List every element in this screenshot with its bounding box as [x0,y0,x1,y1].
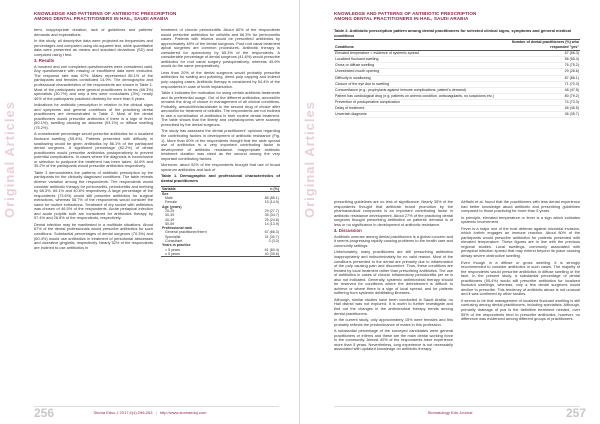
table-cell: Closure of the eye due to swelling [334,81,506,87]
table2-container [334,28,580,118]
table-row [334,112,580,118]
running-head-left [34,11,176,22]
right-page [300,0,600,424]
table-cell: Elevated temperature > evidence of systemic spread [334,51,506,57]
table-cell: 29 (28.6) [506,69,580,75]
paragraph: Unfortunately, many practitioners are still prescribing antibiotics inappropriately and indiscriminately for no valid reason. Most of the conditions presented to the dental are primarily due to inflammation of the pulp causing pain and discomfort. Thus, these conditions are treated by local treatment rather than prescribing antibiotics. The use of antibiotics in cases of chronic inflammatory periodontitis per se is also not indicated. Generally, systemic antimicrobial therapy should be reserved for conditions where the debridement is difficult to achieve or where there is a sign of local spread, and for patients suffering from systemic debilitating illnesses. [334,249,453,296]
table-cell: 76 (75.2) [506,63,580,69]
footer-separator: | [155,410,157,415]
paragraph: Even though in a diffuse or gross swelling, it is strongly recommended to consider antibiotics in such cases. The majority of the respondents would prescribe antibiotics in diffuse swelling of the face. In the present study, a substantial percentage of dental practitioners (55.4%) would still prescribe antibiotics for localized fluctuant swellings, whereas, only a few dental surgeons would decline to prescribe. This tendency of antibiotic abuse is not unusual and it was confirmed by other studies. [461,259,580,297]
table-cell: ≥ 5 years [161,252,249,257]
table-cell: Prevention of postoperative complication [334,99,506,105]
paragraph: It seems to be that management of localized fluctuant swelling is still confusing among dental practitioners, including specialists. Although, primarily drainage of pus is the definitive treatment needed, over 55% of the respondents tend to prescribe antibiotics, however, no difference was evidenced among different groups of practitioners. [461,297,580,322]
footer-left [0,410,300,415]
table-cell: Consultant [165,239,183,244]
table-cell: 25-29 [165,208,175,213]
table-row [161,252,280,257]
table-cell: < 5 years [165,247,180,252]
paragraph: Fever is a major one of the host defense against microbial invasion, which further engages an immune reaction. About 80% of the participants would prescribe antibiotics for patients presented with elevated temperature. These figures are in line with the previous regional studies. Local swellings, commonly associated with periapical infection spread that may extend beyond its place causing airway severe obstructive swelling. [461,225,580,259]
footer-rule [34,406,279,407]
results-heading: 3. Results [34,58,55,64]
paragraph: Less than 20% of the dental surgeons would probably prescribe antibiotics for scaling and polishing, direct pulp capping and indirect pulp capping cases. Antibiotic therapy is considered by 54.4% of the respondents in case of tooth implantation. [161,69,280,89]
right-column-2 [461,200,580,382]
table-cell: Delay of treatment [334,106,506,112]
table-cell: 86 (85.1) [264,196,279,201]
table-cell: Localized fluctuant swelling [334,57,506,63]
table-cell: 31 (30.7) [264,234,279,239]
table-header: responded "yes" [506,45,580,51]
table-cell: 15 (14.9) [264,200,279,205]
table-header: n (%) [249,186,280,191]
table-cell: 25 (24.8) [264,217,279,222]
table-cell: Female [165,200,177,205]
table-cell: 3 (3.0) [268,239,279,244]
paragraph: Antibiotic overuse among dental practitioners is a global concern and it seems progressing rapidly causing problems to the health care and community settings. [334,233,453,248]
paragraph: Dental infection may be manifested in a multitude situations. About 67% of the dental professionals would prescribe antibiotics for such conditions. Substantial percentages of dental surgeons (70.3%) and (60.4%) would use antibiotics in treatment of periodontal abscesses and ulcerative gingivitis, respectively. Nearly 52% of the respondents are inclined to use antibiotics in [34,221,153,250]
table-cell: 74 (73.3) [506,99,580,105]
running-head-line1: KNOWLEDGE AND PATTERNS OF ANTIBIOTIC PRESCRIPTION [334,11,477,16]
journal-url[interactable]: http://www.stomaeduj.com [159,410,207,415]
table-cell: 80 (79.2) [506,93,580,99]
paragraph: Alrifaihi et al. found that the practitioners with less dental experience had better knowledge about antibiotic and prescribing guidelines compared to those practicing for more than 5 years. [461,200,580,214]
left-column-1 [34,28,153,382]
journal-citation: Stoma Educ J 2017;4(4):256-263 [93,410,153,415]
table-header: Conditions [334,45,506,51]
table-cell: General practitioner/Intern [165,230,207,235]
page-number-left: 256 [34,406,55,420]
table-header: Variable [161,186,249,191]
table-cell: Difficulty in swallowing [334,75,506,81]
table-cell: Unrestricted mouth opening [334,69,506,75]
side-logo: Original Articles [302,101,317,218]
paragraph: The study has assessed the dental practitioners' opinions regarding the contributing factors in development of antibiotic resistance (Fig. 1). More than 60% of the respondents thought that the wide spread use of antibiotics is a very important contributing factor to development of antibiotic resistance. Inappropriate antibiotic treatment duration was rated as the second among the very important contributing factors. [161,128,280,161]
table-cell: 71 (70.3) [506,81,580,87]
paragraph: Moreover, about 52% of the respondents thought that use of broad spectrum antibiotics and lack of [161,162,280,172]
table1-title: Table 1. Demographic and professional characteristics of dental practitioners [161,173,280,183]
table-cell: 30-39 [165,213,175,218]
table1 [161,186,280,258]
table-section-label: Age (years) [162,204,182,209]
table-cell: 14 (13.9) [264,221,279,226]
table-cell: 67 (66.3) [264,230,279,235]
table-cell: 46 (45.5) [506,106,580,112]
table2-body [334,51,580,118]
table-cell: Concomitance (e.g., prophylaxis against immune complications, patient's demand) [334,87,506,93]
table-cell: 48 (47.5) [506,87,580,93]
running-head-line1: KNOWLEDGE AND PATTERNS OF ANTIBIOTIC PRESCRIPTION [34,11,177,16]
footer-rule [334,406,580,407]
paragraph: term, inappropriate duration, lack of guidelines and patients' demands and expectations. [34,28,153,37]
paragraph: prescribing guidelines are no less of significance. Nearly 35% of the respondents thought that antibiotic brand promotion by the pharmaceutical companies is an important contributing factor in antibiotic resistance development. About 27% of the practicing dental surgeons thought prescribing antibiotics on patients' demand is of less or no significance in development of antibiotic resistance. [334,200,453,227]
paragraph: Table 3 demonstrates the patterns of antibiotic prescription by the participants for the clinically diagnosed conditions. The table reveals diverse variation among the respondents. The respondents would consider antibiotic therapy for pericoronitis, periodontitis and teething by 68.3%, 69.1% and 40.6% respectively. A large percentage of the respondents (73.6%) would still prescribe antibiotics for surgical extractions, whereas 58.7% of the respondents would consider the same for routine extractions. Treatment of dry socket with antibiotics was chosen of 46.5% of the respondents. Acute periapical infection and acute pulpitis both are considered for antibiotics therapy by 57.4% and 26.8% of the respondents, respectively. [34,169,153,221]
discussion-heading: 4. Discussion [334,228,362,234]
table-section-label: Professional rank [162,226,193,231]
right-column-1 [334,200,453,382]
table-cell: 40-49 [165,217,175,222]
table2-title: Table 2. Antibiotic prescription pattern among dental practitioners for selected clinical signs, symptoms and general medical conditions [334,28,571,38]
table-cell: Specialist [165,234,181,239]
table-header: Number of dental practitioners (%) who [506,40,580,46]
table-cell: Gross or diffuse swelling [334,63,506,69]
table-section-label: Years in practice [162,243,191,248]
paragraph: A substantial percentage of the surveyed candidates were general practitioners or interns and these are the main dental working force in the community. Almost 40% of the respondents have experience more than 5 years. Nevertheless, long experience is not necessarily associated with updated knowledge on antibiotic therapy. [334,328,453,352]
paragraph: A hundred and one completed questionnaires were considered valid. Any questionnaire with missing or insufficient data were excluded. The response rate was 67%. Males represented 85.1% of the participants and females constituted 14.9%. The demographic and professional characteristics of the respondents are shown in Table 1. Most of the participants were general practitioners in terms (66.3%) specialists (30.7%) and only a few were consultants (3%), nearly 40% of the participants practiced dentistry for more than 5 years. [34,63,153,101]
page-number-right: 257 [565,406,586,420]
table-cell: Male [165,196,173,201]
paragraph: treatment of chronic periodontitis. About 80% of the respondents would prescribe antibiotics for cellulitis and 66.3% for pericoronitis cases. Patients with trismus would be prescribed antibiotics by approximately 48% of the dental surgeons. Post root canal treatment apical surgeries are common procedures. Antibiotic therapy is considered for apicectomy by 65.3% of the respondents. A considerable percentage of dental surgeons (41.6%) would prescribe antibiotics for root canal surgery postoperatively, whereas 45.6% would do the same preoperatively. [161,28,280,69]
table-cell: Uncertain diagnosis [334,112,506,118]
table-cell: 36 (35.7) [506,112,580,118]
running-head-line2: AMONG DENTAL PRACTITIONERS IN HAIL, SAUDI ARABIA [334,16,469,22]
paragraph: In principle, elevated temperature or fever is a sign which indicates systemic involvement. [461,214,580,225]
journal-name: Stomatology Edu Journal [427,410,473,415]
right-columns [334,200,580,382]
side-logo: Original Articles [2,101,17,218]
table-section-label: Sex [162,191,169,196]
footer-right [300,410,600,415]
table-cell: 61 (60.4) [264,247,279,252]
table-cell: 40 (39.6) [249,252,280,257]
table1-body [161,191,280,256]
left-column-2 [161,28,280,382]
paragraph: In the current study, only approximately 15% were females and this probably reflects the predominance of males in this profession. [334,317,453,327]
running-head-right [334,11,476,22]
table-cell: 67 (66.3) [506,51,580,57]
table-cell: 29 (27.7) [264,208,279,213]
paragraph: Indications for antibiotic prescription in relation to the clinical signs and symptoms and general conditions of the practicing dental practitioners are demonstrated in Table 2. Most of the dental practitioners would prescribe antibiotics if there is a sign of fever (80.1%), swelling causing an abscess (93.1%) or diffuse swelling (75.2%). [34,102,153,130]
left-columns [34,28,280,382]
table-cell: Patient has cardiological drug (e.g. patients on anemic condition, anticoagulants, no suspicions etc.) [334,93,506,99]
table-cell: 35 (34.7) [264,213,279,218]
paragraph: Although, similar studies have been conducted in Saudi Arabia, no Hail district was not explored. It is worth to further investigate and find out the changes in the antimicrobial therapy trends among dental practitioners. [334,296,453,316]
paragraph: In this study, all descriptive data were projected as frequencies and percentages and compared using chi-squared test, while quantitative data were presented as means and standard deviations (SD) and compared using t test. [34,38,153,57]
table-cell: 87 (86.1) [506,75,580,81]
paragraph: Table 4 indicates the motivation for using certain antibiotic treatments and its preferential usage. Out of the different antibiotics, amoxicillin remains the drug of choice in management of all clinical conditions. Probably, amoxicillin/clavulanate is the second drug of choice after amoxicillin for treatment of cellulitis. The respondents are not inclined to use a combination of antibiotics in their routine dental treatment. The table shows that the liberty and cephalosporins were scarcely prescribed by the dental surgeons. [161,90,280,127]
running-head-line2: AMONG DENTAL PRACTITIONERS IN HAIL, SAUDI ARABIA [34,16,169,22]
table-cell: 50-59 [165,221,175,226]
paragraph: A considerable percentage would prescribe antibiotics for a localized fluctuant swelling (55.4%). Patients presented with difficulty in swallowing would be given antibiotics by 86.1% of the participant dental surgeons. A significant percentage (62.2%) of dental practitioners would prescribe antibiotics postoperatively to prevent potential complications. In cases where the diagnosis is inconclusive or selection to postpone the treatment has been taken, 44.6% and 35.2% of the participants would prescribe antibiotics respectively. [34,131,153,169]
table-cell: 56 (55.4) [506,57,580,63]
table2 [334,39,580,118]
